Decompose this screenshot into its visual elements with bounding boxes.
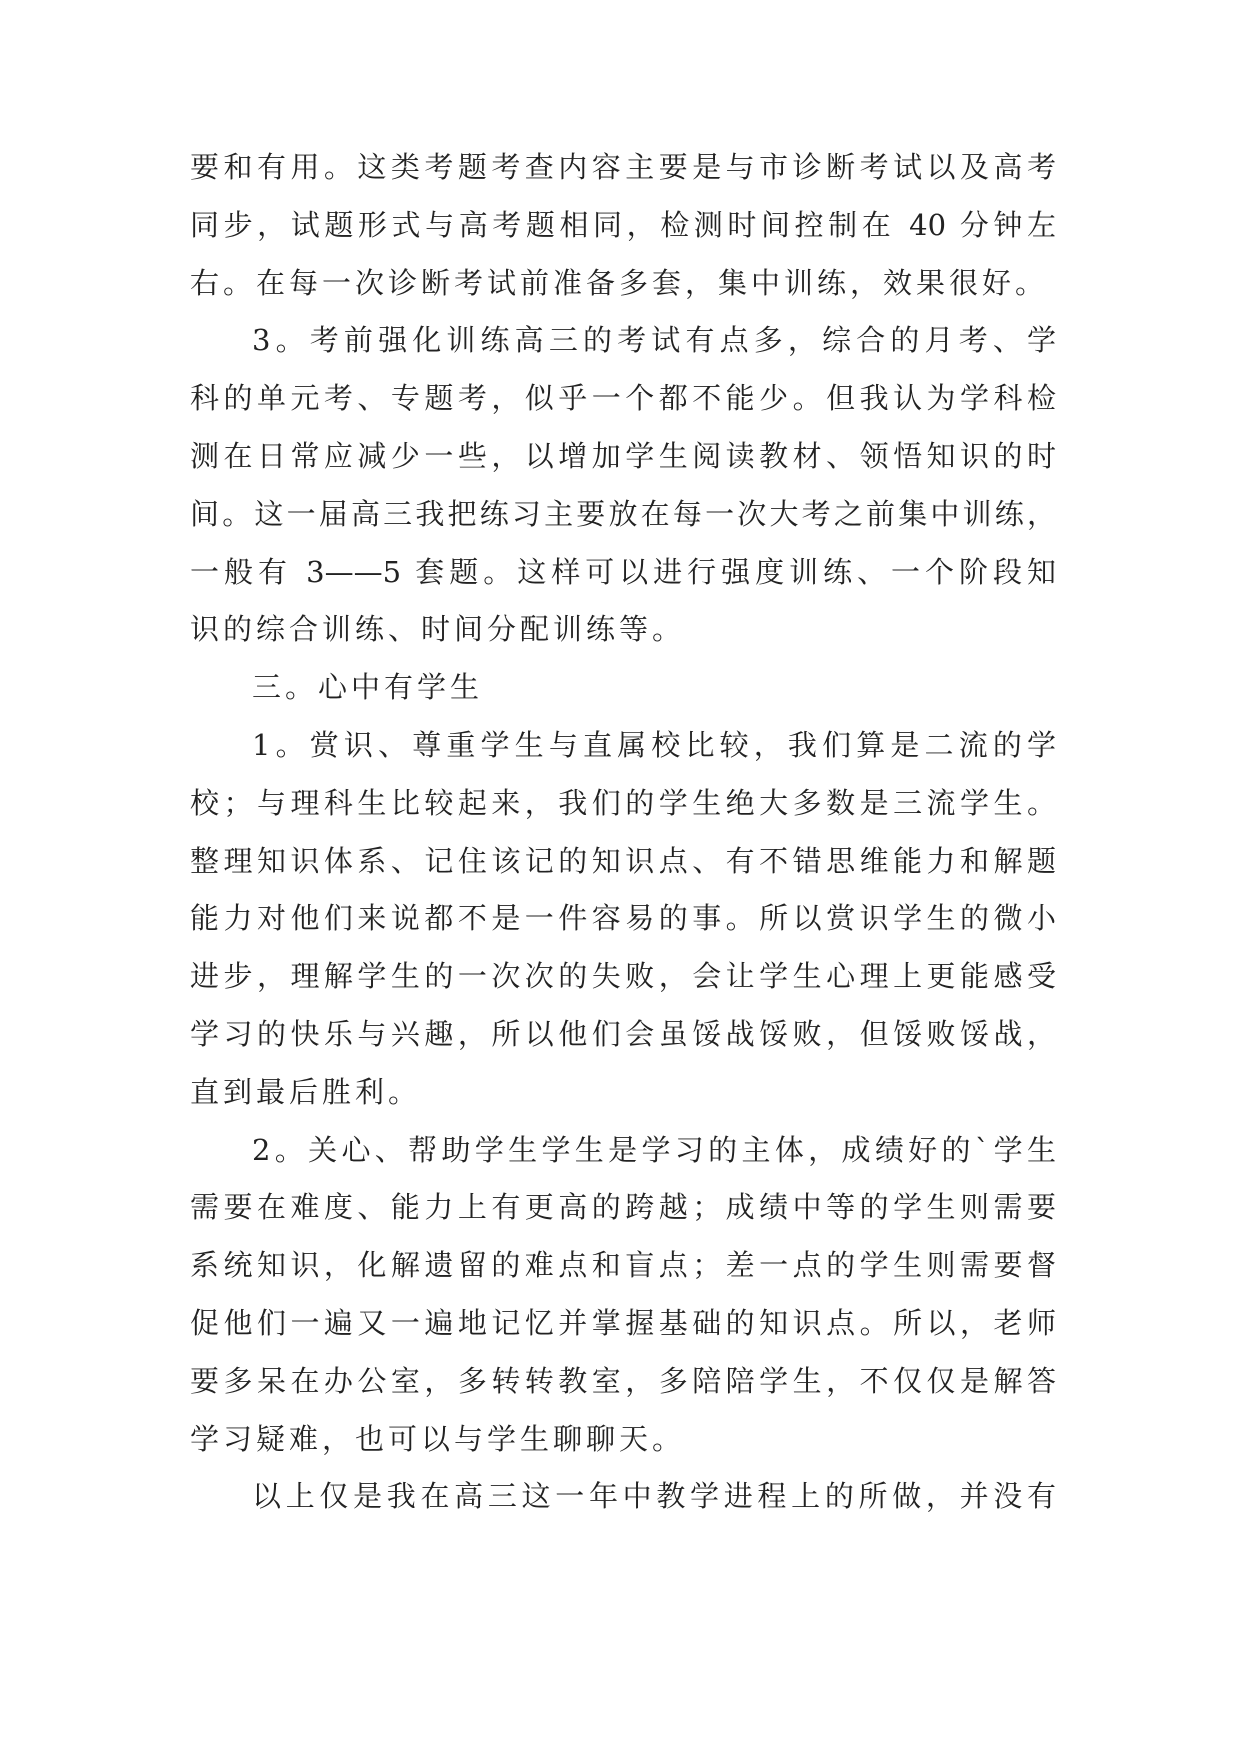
text-line: 间。这一届高三我把练习主要放在每一次大考之前集中训练，: [190, 496, 1056, 531]
text-line: 直到最后胜利。: [190, 1074, 422, 1109]
paragraph: [190, 717, 1056, 1122]
text-line: 3。考前强化训练高三的考试有点多，综合的月考、学: [252, 323, 1056, 358]
text-line: 2。关心、帮助学生学生是学习的主体，成绩好的`学生: [252, 1132, 1056, 1167]
text-line: 测在日常应减少一些，以增加学生阅读教材、领悟知识的时: [190, 438, 1056, 473]
text-line: 需要在难度、能力上有更高的跨越；成绩中等的学生则需要: [190, 1190, 1056, 1225]
text-line: 右。在每一次诊断考试前准备多套，集中训练，效果很好。: [190, 265, 1049, 300]
text-line: 识的综合训练、时间分配训练等。: [190, 612, 686, 647]
text-line: 整理知识体系、记住该记的知识点、有不错思维能力和解题: [190, 843, 1056, 878]
document-body: [190, 139, 1056, 1526]
text-line: 学习的快乐与兴趣，所以他们会虽馁战馁败，但馁败馁战，: [190, 1016, 1056, 1051]
text-line: 一般有 3——5 套题。这样可以进行强度训练、一个阶段知: [190, 554, 1056, 589]
text-line: 促他们一遍又一遍地记忆并掌握基础的知识点。所以，老师: [190, 1305, 1056, 1340]
paragraph: [190, 659, 1056, 717]
text-line: 要多呆在办公室，多转转教室，多陪陪学生，不仅仅是解答: [190, 1363, 1056, 1398]
text-line: 进步，理解学生的一次次的失败，会让学生心理上更能感受: [190, 959, 1056, 994]
text-line: 要和有用。这类考题考查内容主要是与市诊断考试以及高考: [190, 150, 1056, 184]
text-line: 校；与理科生比较起来，我们的学生绝大多数是三流学生。: [190, 785, 1056, 820]
text-line: 学习疑难，也可以与学生聊聊天。: [190, 1421, 686, 1456]
paragraph: [190, 1468, 1056, 1526]
paragraph: [190, 1122, 1056, 1469]
text-line: 1。赏识、尊重学生与直属校比较，我们算是二流的学: [252, 727, 1056, 762]
text-line: 以上仅是我在高三这一年中教学进程上的所做，并没有: [252, 1479, 1056, 1514]
text-line: 能力对他们来说都不是一件容易的事。所以赏识学生的微小: [190, 901, 1056, 936]
paragraph: [190, 312, 1056, 659]
text-line: 科的单元考、专题考，似乎一个都不能少。但我认为学科检: [190, 381, 1056, 416]
text-line: 三。心中有学生: [252, 670, 484, 705]
paragraph: [190, 139, 1056, 312]
text-line: 同步，试题形式与高考题相同，检测时间控制在 40 分钟左: [190, 207, 1056, 242]
text-line: 系统知识，化解遗留的难点和盲点；差一点的学生则需要督: [190, 1248, 1056, 1283]
